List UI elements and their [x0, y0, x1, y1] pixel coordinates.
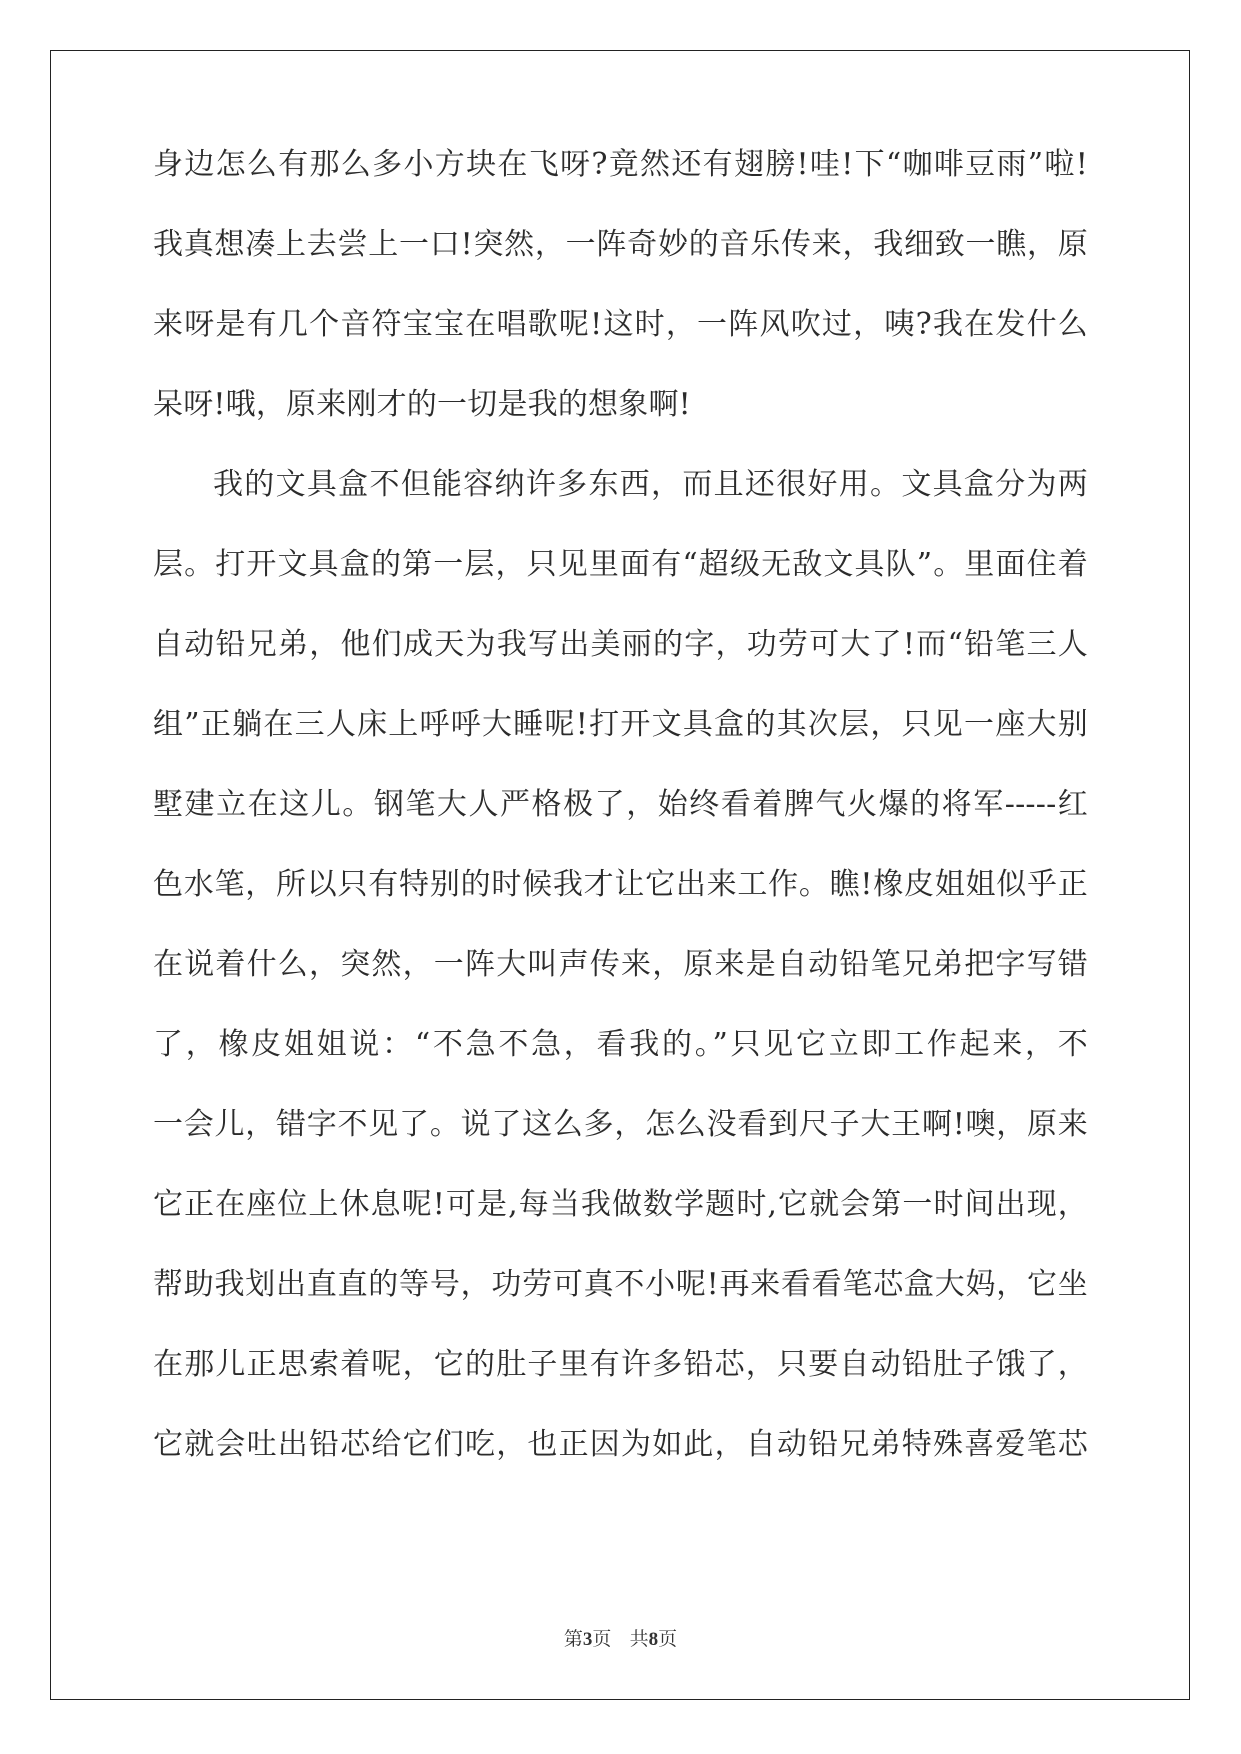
text-line: 来呀是有几个音符宝宝在唱歌呢!这时，一阵风吹过，咦?我在发什么 — [153, 307, 1088, 342]
text-line: 了，橡皮姐姐说：“不急不急，看我的。”只见它立即工作起来，不 — [153, 1027, 1088, 1062]
text-line: 它就会吐出铅芯给它们吃，也正因为如此，自动铅兄弟特殊喜爱笔芯 — [153, 1427, 1088, 1462]
text-line: 我真想凑上去尝上一口!突然，一阵奇妙的音乐传来，我细致一瞧，原 — [153, 227, 1088, 262]
page-suffix: 页 — [592, 1628, 612, 1650]
text-line: 呆呀!哦，原来刚才的一切是我的想象啊! — [153, 387, 691, 422]
text-line: 组”正躺在三人床上呼呼大睡呢!打开文具盒的其次层，只见一座大别 — [153, 707, 1088, 742]
text-line: 在说着什么，突然，一阵大叫声传来，原来是自动铅笔兄弟把字写错 — [153, 947, 1088, 982]
text-line: 一会儿，错字不见了。说了这么多，怎么没看到尺子大王啊!噢，原来 — [153, 1107, 1088, 1142]
text-line: 身边怎么有那么多小方块在飞呀?竟然还有翅膀!哇!下“咖啡豆雨”啦! — [153, 147, 1088, 182]
page-prefix: 第 — [563, 1628, 583, 1650]
text-line: 层。打开文具盒的第一层，只见里面有“超级无敌文具队”。里面住着 — [153, 547, 1088, 582]
text-line: 它正在座位上休息呢!可是,每当我做数学题时,它就会第一时间出现， — [153, 1187, 1088, 1222]
total-pages: 8 — [648, 1629, 659, 1650]
total-suffix: 页 — [658, 1628, 678, 1650]
text-line: 帮助我划出直直的等号，功劳可真不小呢!再来看看笔芯盒大妈，它坐 — [153, 1267, 1088, 1302]
text-line: 我的文具盒不但能容纳许多东西，而且还很好用。文具盒分为两 — [213, 467, 1088, 502]
page-number: 3 — [582, 1629, 593, 1650]
text-line: 色水笔，所以只有特别的时候我才让它出来工作。瞧!橡皮姐姐似乎正 — [153, 867, 1088, 902]
text-line: 自动铅兄弟，他们成天为我写出美丽的字，功劳可大了!而“铅笔三人 — [153, 627, 1088, 662]
text-line: 墅建立在这儿。钢笔大人严格极了，始终看着脾气火爆的将军-----红 — [153, 787, 1088, 822]
page-footer — [0, 1625, 1241, 1654]
total-prefix: 共 — [629, 1628, 649, 1650]
text-line: 在那儿正思索着呢，它的肚子里有许多铅芯，只要自动铅肚子饿了， — [153, 1347, 1088, 1382]
